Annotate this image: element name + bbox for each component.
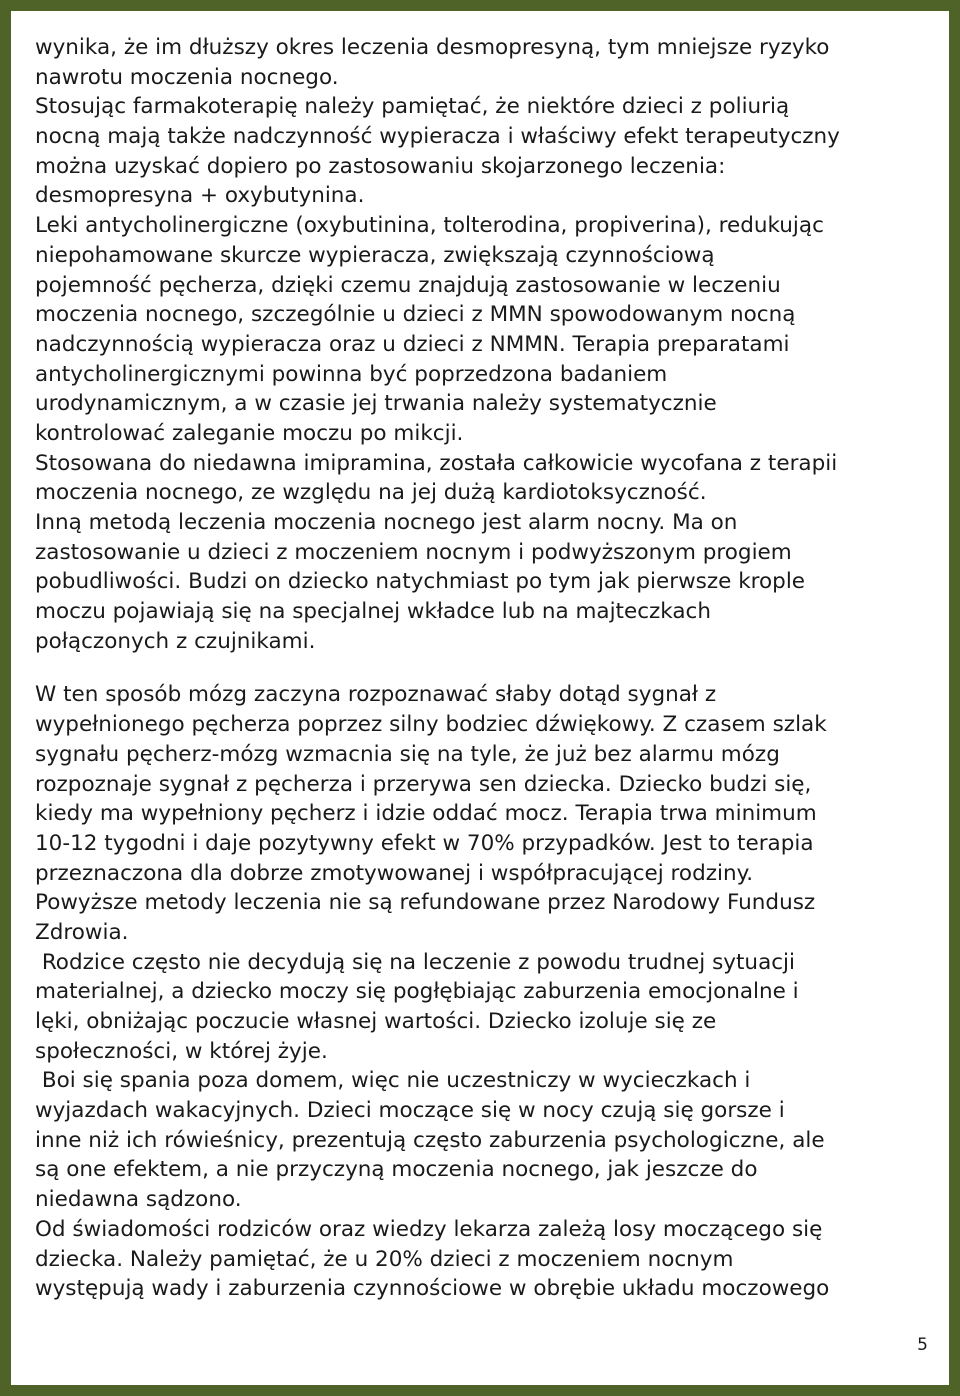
text-line: Leki antycholinergiczne (oxybutinina, tolterodina, propiverina), redukując [35, 213, 824, 239]
document-body [35, 33, 955, 1304]
text-line: rozpoznaje sygnał z pęcherza i przerywa sen dziecka. Dziecko budzi się, [35, 771, 812, 797]
text-line: Od świadomości rodziców oraz wiedzy lekarza zależą losy moczącego się [35, 1216, 823, 1242]
text-line: desmopresyna + oxybutynina. [35, 183, 365, 209]
text-line: moczenia nocnego, szczególnie u dzieci z MMN spowodowanym nocną [35, 302, 796, 328]
text-line: Powyższe metody leczenia nie są refundowane przez Narodowy Fundusz [35, 890, 816, 916]
text-line: Zdrowia. [35, 919, 129, 945]
text-line: sygnału pęcherz-mózg wzmacnia się na tyle, że już bez alarmu mózg [35, 741, 780, 767]
text-line: niedawna sądzono. [35, 1187, 242, 1213]
text-line: kontrolować zaleganie moczu po mikcji. [35, 420, 464, 446]
text-line: Boi się spania poza domem, więc nie uczestniczy w wycieczkach i [35, 1068, 751, 1094]
text-block-2 [35, 680, 955, 1303]
page-number: 5 [917, 1335, 928, 1355]
text-line: Stosując farmakoterapię należy pamiętać, że niektóre dzieci z poliurią [35, 94, 790, 120]
paragraph-gap [35, 656, 955, 680]
text-line: można uzyskać dopiero po zastosowaniu skojarzonego leczenia: [35, 153, 726, 179]
text-line: połączonych z czujnikami. [35, 628, 316, 654]
text-line: są one efektem, a nie przyczyną moczenia nocnego, jak jeszcze do [35, 1157, 758, 1183]
text-line: nocną mają także nadczynność wypieracza i właściwy efekt terapeutyczny [35, 124, 840, 150]
text-line: urodynamicznym, a w czasie jej trwania należy systematycznie [35, 391, 717, 417]
text-line: przeznaczona dla dobrze zmotywowanej i współpracującej rodziny. [35, 860, 754, 886]
text-line: Stosowana do niedawna imipramina, została całkowicie wycofana z terapii [35, 450, 838, 476]
text-line: materialnej, a dziecko moczy się pogłębiając zaburzenia emocjonalne i [35, 979, 799, 1005]
text-line: niepohamowane skurcze wypieracza, zwiększają czynnościową [35, 242, 715, 268]
text-line: pojemność pęcherza, dzięki czemu znajdują zastosowanie w leczeniu [35, 272, 781, 298]
text-line: społeczności, w której żyje. [35, 1038, 328, 1064]
text-line: nadczynnością wypieracza oraz u dzieci z NMMN. Terapia preparatami [35, 331, 790, 357]
text-line: 10-12 tygodni i daje pozytywny efekt w 70% przypadków. Jest to terapia [35, 830, 814, 856]
text-line: W ten sposób mózg zaczyna rozpoznawać słaby dotąd sygnał z [35, 682, 717, 708]
text-line: dziecka. Należy pamiętać, że u 20% dzieci z moczeniem nocnym [35, 1246, 734, 1272]
text-line: pobudliwości. Budzi on dziecko natychmiast po tym jak pierwsze krople [35, 569, 806, 595]
text-line: wynika, że im dłuższy okres leczenia desmopresyną, tym mniejsze ryzyko [35, 35, 830, 60]
text-line: moczenia nocnego, ze względu na jej dużą kardiotoksyczność. [35, 480, 707, 506]
text-line: Inną metodą leczenia moczenia nocnego jest alarm nocny. Ma on [35, 510, 738, 535]
text-line: moczu pojawiają się na specjalnej wkładce lub na majteczkach [35, 599, 712, 625]
text-line: występują wady i zaburzenia czynnościowe w obrębie układu moczowego [35, 1276, 830, 1302]
text-line: wyjazdach wakacyjnych. Dzieci moczące się w nocy czują się gorsze i [35, 1098, 785, 1124]
text-line: zastosowanie u dzieci z moczeniem nocnym i podwyższonym progiem [35, 539, 792, 565]
text-block-1 [35, 33, 955, 656]
text-line: nawrotu moczenia nocnego. [35, 64, 339, 90]
text-line: Rodzice często nie decydują się na leczenie z powodu trudnej sytuacji [35, 949, 796, 975]
text-line: wypełnionego pęcherza poprzez silny bodziec dźwiękowy. Z czasem szlak [35, 712, 827, 738]
text-line: antycholinergicznymi powinna być poprzedzona badaniem [35, 361, 668, 387]
text-line: lęki, obniżając poczucie własnej wartości. Dziecko izoluje się ze [35, 1009, 717, 1034]
text-line: inne niż ich rówieśnicy, prezentują często zaburzenia psychologiczne, ale [35, 1127, 825, 1153]
text-line: kiedy ma wypełniony pęcherz i idzie oddać mocz. Terapia trwa minimum [35, 801, 817, 827]
